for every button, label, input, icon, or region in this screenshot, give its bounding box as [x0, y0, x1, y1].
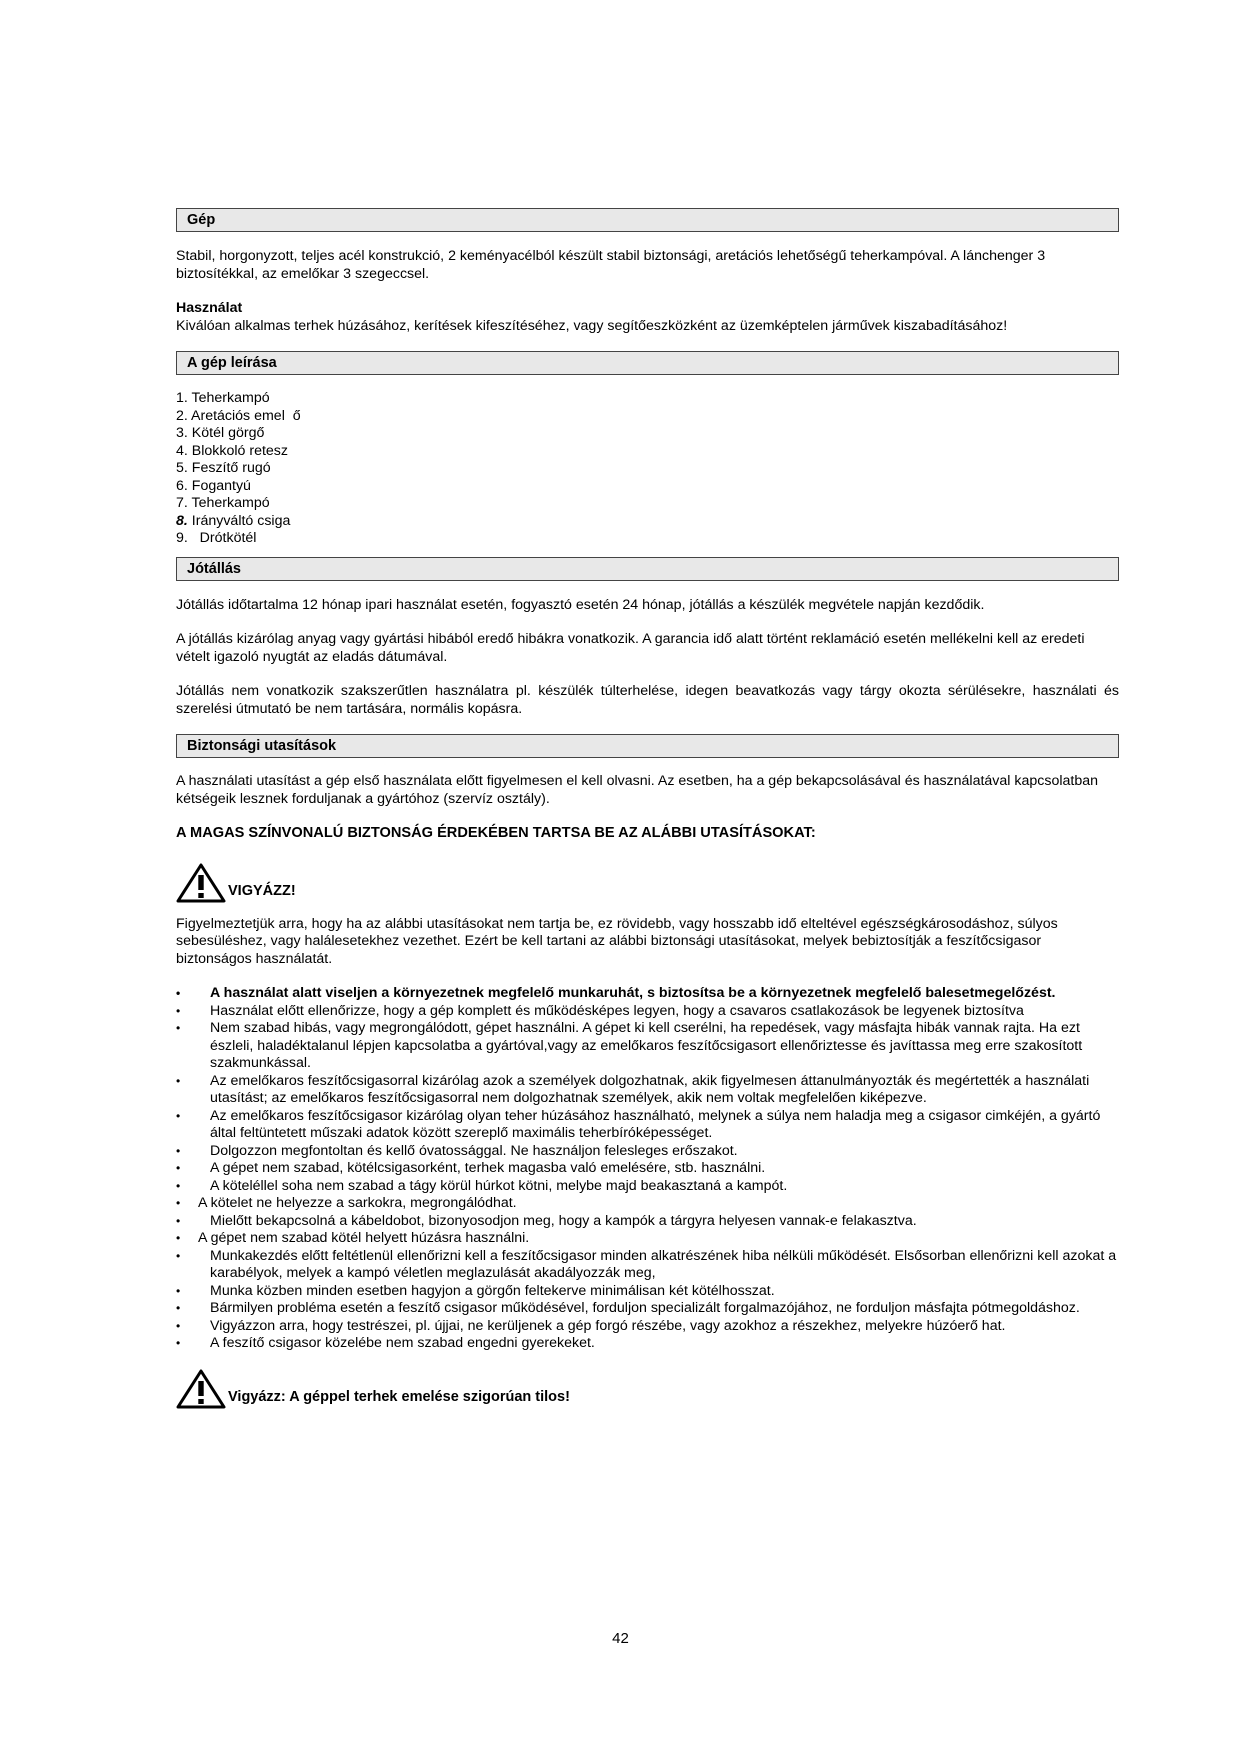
page-number: 42: [612, 1630, 629, 1647]
usage-text: Kiválóan alkalmas terhek húzásához, kerítések kifeszítéséhez, vagy segítőeszközként az üzemképtelen járművek kiszabadításához!: [176, 317, 1008, 334]
bullet-icon: •: [176, 1318, 181, 1333]
warning-triangle-icon: [176, 1369, 226, 1409]
bullet-icon: •: [176, 986, 181, 1000]
manual-page: [176, 208, 1119, 1409]
parts-list-item: 6. Fogantyú: [176, 477, 251, 494]
bullet-icon: •: [176, 1108, 181, 1123]
parts-list-item: 2. Aretációs emel ő: [176, 407, 301, 424]
parts-list-item: 5. Feszítő rugó: [176, 460, 271, 476]
bullet-icon: •: [176, 1336, 181, 1350]
list-item: • A gépet nem szabad kötél helyett húzásra használni.: [176, 1230, 530, 1246]
bullet-icon: •: [176, 1178, 181, 1193]
list-item: • Mielőtt bekapcsolná a kábeldobot, bizonyosodjon meg, hogy a kampók a tárgyra helyesen vannak-e felakasztva.: [176, 1212, 917, 1229]
parts-list-item: 7. Teherkampó: [176, 495, 270, 511]
list-item: • Az emelőkaros feszítőcsigasor kizárólag olyan teher húzásához használható, melynek a súlya nem haladja meg a csigasor cimkéjén, a gyártó által feltüntetett műszaki adatok között szereplő maximális teherbíróképességet.: [176, 1107, 1101, 1141]
parts-list-item: 8. Irányváltó csiga: [176, 512, 291, 529]
usage-title: Használat: [176, 300, 243, 316]
warranty-scope: A jótállás kizárólag anyag vagy gyártási hibából eredő hibákra vonatkozik. A garancia idő alatt történt reklamáció esetén mellékelni kell az eredeti vételt igazoló nyugtát az eladás dátumával.: [176, 631, 1085, 665]
bullet-icon: •: [176, 1161, 181, 1175]
warning-label: VIGYÁZZ!: [228, 883, 296, 899]
list-item: • Nem szabad hibás, vagy megrongálódott, gépet használni. A gépet ki kell cserélni, ha repedések, vagy másfajta hibák vannak rajta. Ha ezt észleli, haladéktalanul lépjen kapcsolatba a gyártóval,vagy az emelőkaros feszítőcsigasort ellenőriztesse és javíttassa meg erre szakosított szakmunkással.: [176, 1020, 1083, 1071]
parts-list-item: 1. Teherkampó: [176, 390, 270, 406]
parts-list-item: 4. Blokkoló retesz: [176, 442, 288, 459]
parts-list-item: 3. Kötél görgő: [176, 425, 265, 441]
safety-caps-title: A MAGAS SZÍNVONALÚ BIZTONSÁG ÉRDEKÉBEN TARTSA BE AZ ALÁBBI UTASÍTÁSOKAT:: [176, 825, 816, 841]
list-item: • Vigyázzon arra, hogy testrészei, pl. újjai, ne kerüljenek a gép forgó részébe, vagy azokhoz a részekhez, melyekre húzóerő hat.: [176, 1317, 1006, 1334]
warranty-period: Jótállás időtartalma 12 hónap ipari használat esetén, fogyasztó esetén 24 hónap, jótállás a készülék megvétele napján kezdődik.: [176, 596, 985, 613]
bullet-icon: •: [176, 1213, 181, 1228]
bullet-icon: •: [176, 1283, 181, 1298]
bullet-icon: •: [176, 1196, 181, 1210]
list-item: • A köteléllel soha nem szabad a tágy körül húrkot kötni, melybe majd beakasztaná a kampót.: [176, 1177, 788, 1194]
parts-list-item: 9. Drótkötél: [176, 530, 257, 546]
warning-row: [176, 863, 1119, 903]
bullet-icon: •: [176, 1231, 181, 1245]
section-header-biztonsag: Biztonsági utasítások: [176, 734, 1119, 758]
list-item: • Használat előtt ellenőrizze, hogy a gép komplett és működésképes legyen, hogy a csavaros csatlakozások be legyenek biztosítva: [176, 1002, 1024, 1019]
warning-text: Figyelmeztetjük arra, hogy ha az alábbi utasításokat nem tartja be, ez rövidebb, vagy hosszabb idő elteltével egészségkárosodáshoz, súlyos sebesüléshez, vagy halálesetekhez vezethet. Ezért be kell tartani az alábbi biztonsági utasításokat, melyek bebiztosítják a feszítőcsigasor biztonságos használatát.: [176, 915, 1058, 967]
list-item: • Munkakezdés előtt feltétlenül ellenőrizni kell a feszítőcsigasor minden alkatrészének hiba nélküli működését. Elsősorban ellenőrizni kell azokat a karabélyok, melyek a kampó véletlen meglazulását akadályozzák meg,: [176, 1247, 1117, 1281]
bullet-icon: •: [176, 1003, 181, 1018]
section-header-leiras: A gép leírása: [176, 351, 1119, 375]
list-item: • Munka közben minden esetben hagyjon a görgőn feltekerve minimálisan két kötélhosszat.: [176, 1282, 775, 1299]
warning-triangle-icon: [176, 863, 226, 903]
final-warning-row: [176, 1369, 1119, 1409]
list-item: • Dolgozzon megfontoltan és kellő óvatossággal. Ne használjon felesleges erőszakot.: [176, 1142, 738, 1159]
safety-intro: A használati utasítást a gép első használata előtt figyelmesen el kell olvasni. Az esetben, ha a gép bekapcsolásával és használatával kapcsolatban kétségeik lesznek forduljanak a gyártóhoz (szervíz osztály).: [176, 773, 1098, 807]
bullet-icon: •: [176, 1073, 181, 1088]
bullet-icon: •: [176, 1021, 181, 1035]
list-item: • Bármilyen probléma esetén a feszítő csigasor működésével, forduljon specializált forgalmazójához, ne forduljon másfajta pótmegoldáshoz.: [176, 1300, 1080, 1316]
section-header-gep: Gép: [176, 208, 1119, 232]
list-item: • A használat alatt viseljen a környezetnek megfelelő munkaruhát, s biztosítsa be a környezetnek megfelelő balesetmegelőzést.: [176, 985, 1056, 1001]
bullet-icon: •: [176, 1301, 181, 1315]
safety-bullet-list: [176, 985, 1119, 1353]
final-warning-text: Vigyázz: A géppel terhek emelése szigorúan tilos!: [228, 1389, 570, 1405]
list-item: • A gépet nem szabad, kötélcsigasorként, terhek magasba való emelésére, stb. használni.: [176, 1160, 766, 1176]
section-header-jotallas: Jótállás: [176, 557, 1119, 581]
warranty-exclusions: Jótállás nem vonatkozik szakszerűtlen használatra pl. készülék túlterhelése, idegen beavatkozás vagy tárgy okozta sérülésekre, használati és szerelési útmutató be nem tartására, normális kopásra.: [176, 683, 1119, 717]
parts-list: [176, 390, 1119, 548]
bullet-icon: •: [176, 1248, 181, 1263]
list-item: • A feszítő csigasor közelébe nem szabad engedni gyerekeket.: [176, 1335, 595, 1351]
list-item: • A kötelet ne helyezze a sarkokra, megrongálódhat.: [176, 1195, 517, 1211]
bullet-icon: •: [176, 1143, 181, 1158]
list-item: • Az emelőkaros feszítőcsigasorral kizárólag azok a személyek dolgozhatnak, akik figyelmesen áttanulmányozták és megértették a használati utasítást; az emelőkaros feszítőcsigasorral nem dolgozhatnak személyek, akik nem voltak megfelelően kiképezve.: [176, 1072, 1090, 1106]
machine-description: Stabil, horgonyzott, teljes acél konstrukció, 2 keményacélból készült stabil biztonsági, aretációs lehetőségű teherkampóval. A lánchenger 3 biztosítékkal, az emelőkar 3 szegeccsel.: [176, 248, 1046, 282]
